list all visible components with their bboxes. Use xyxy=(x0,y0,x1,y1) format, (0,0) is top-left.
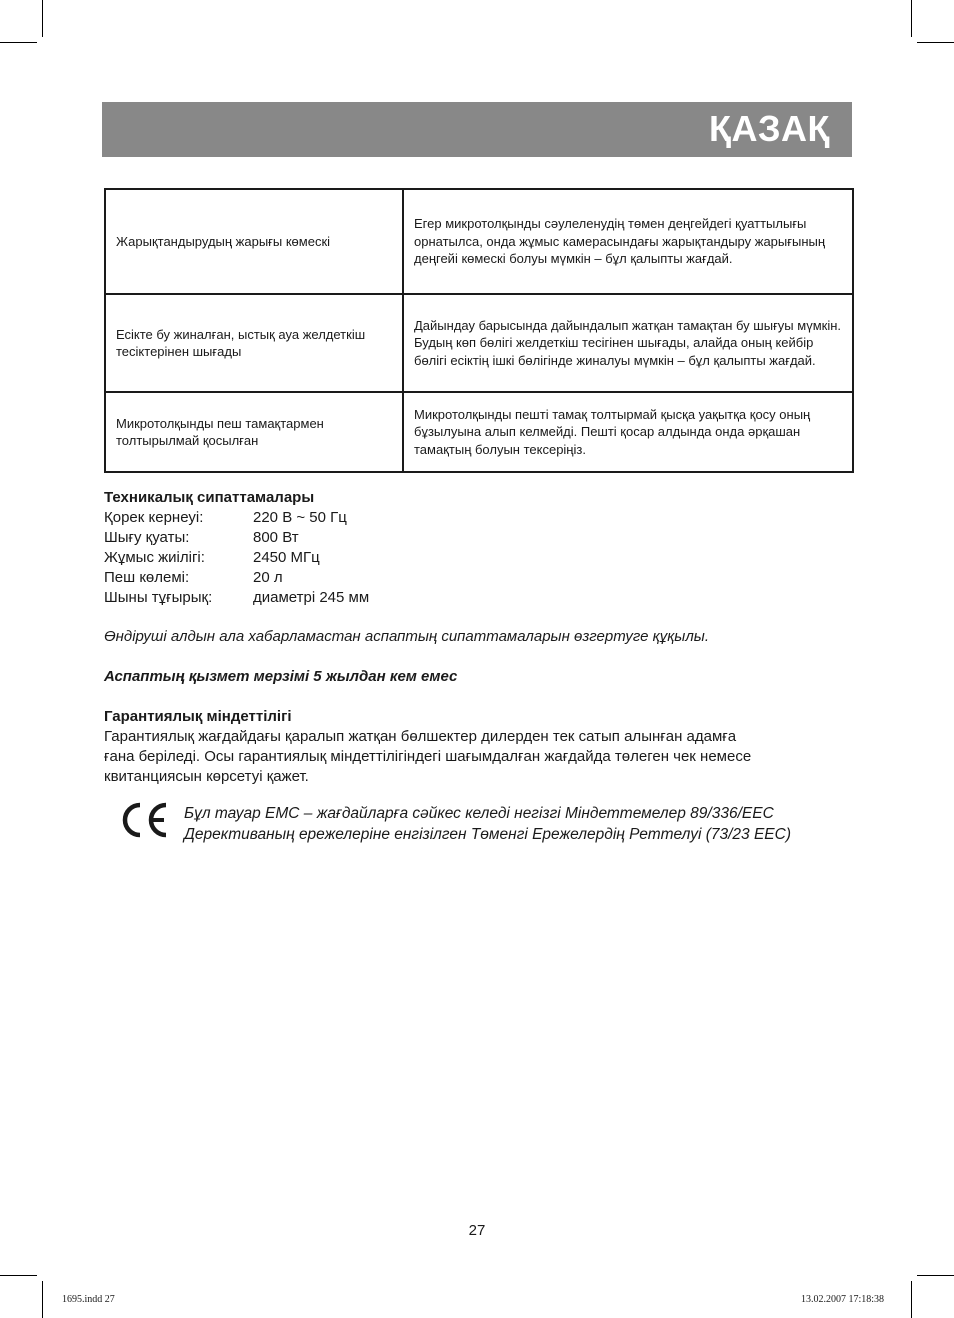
service-life: Аспаптың қызмет мерзімі 5 жылдан кем емес xyxy=(104,668,458,685)
ce-text-line: Бұл тауар ЕМС – жағдайларға сәйкес келеді негізгі Міндеттемелер 89/336/ЕЕС xyxy=(184,805,774,822)
spec-value: 800 Вт xyxy=(253,529,299,546)
table-row xyxy=(105,392,853,472)
table-row xyxy=(105,189,853,294)
problem-cell: Есікте бу жиналған, ыстық ауа желдеткіш тесіктерінен шығады xyxy=(105,294,403,392)
ce-text-line: Дерективаның ережелеріне енгізілген Төменгі Ережелердің Реттелуі (73/23 ЕЕС) xyxy=(184,826,791,843)
spec-label: Пеш көлемі: xyxy=(104,569,190,586)
problem-cell: Микротолқынды пеш тамақтармен толтырылмай қосылған xyxy=(105,392,403,472)
crop-mark xyxy=(911,0,912,37)
language-header-bar xyxy=(102,102,852,157)
spec-value: 20 л xyxy=(253,569,283,586)
ce-compliance-text xyxy=(184,803,864,845)
warranty-text: Гарантиялық жағдайдағы қаралып жатқан бөлшектер дилерден тек сатып алынған адамға xyxy=(104,728,737,745)
spec-row xyxy=(104,588,844,608)
spec-label: Шығу қуаты: xyxy=(104,529,190,546)
specs-section xyxy=(104,488,844,608)
crop-mark xyxy=(917,42,954,43)
spec-label: Жұмыс жиілігі: xyxy=(104,549,205,566)
warranty-text: ғана беріледі. Осы гарантиялық міндеттілігіндегі шағымдалған жағдайда төлеген чек немесе xyxy=(104,748,752,765)
language-title: ҚАЗАҚ xyxy=(709,108,830,149)
explanation-cell: Егер микротолқынды сәулеленудің төмен деңгейдегі қуаттылығы орнатылса, онда жұмыс камерасындағы жарықтандыру жарығының деңгейі көмескі болуы мүмкін – бұл қалыпты жағдай. xyxy=(403,189,853,294)
explanation-cell: Микротолқынды пешті тамақ толтырмай қысқа уақытқа қосу оның бұзылуына алып келмейді. Пешті қосар алдында онда әрқашан тамақтың болуын тексеріңіз. xyxy=(403,392,853,472)
footer-file: 1695.indd 27 xyxy=(62,1294,115,1305)
problem-cell: Жарықтандырудың жарығы көмескі xyxy=(105,189,403,294)
spec-value: диаметрі 245 мм xyxy=(253,589,370,606)
spec-label: Шыны тұғырық: xyxy=(104,589,213,606)
manufacturer-notice: Өндіруші алдын ала хабарламастан аспаптың сипаттамаларын өзгертуге құқылы. xyxy=(104,628,709,645)
spec-row xyxy=(104,568,844,588)
specs-heading: Техникалық сипаттамалары xyxy=(104,489,315,506)
spec-row xyxy=(104,548,844,568)
table-row xyxy=(105,294,853,392)
crop-mark xyxy=(42,1281,43,1318)
footer-timestamp: 13.02.2007 17:18:38 xyxy=(800,1294,884,1305)
crop-mark xyxy=(917,1275,954,1276)
crop-mark xyxy=(42,0,43,37)
spec-row xyxy=(104,508,844,528)
warranty-heading: Гарантиялық міндеттілігі xyxy=(104,708,292,725)
spec-label: Қорек кернеуі: xyxy=(104,509,204,526)
crop-mark xyxy=(0,42,37,43)
explanation-cell: Дайындау барысында дайындалып жатқан тамақтан бу шығуы мүмкін. Будың көп бөлігі желдеткіш тесігінен шығады, алайда оның кейбір бөлігі есіктің ішкі бөлігінде жиналуы мүмкін – бұл қалыпты жағдай. xyxy=(403,294,853,392)
warranty-section xyxy=(104,707,844,787)
crop-mark xyxy=(0,1275,37,1276)
troubleshooting-table xyxy=(104,188,854,473)
page-number: 27 xyxy=(468,1222,486,1239)
warranty-text: квитанциясын көрсетуі қажет. xyxy=(104,768,309,785)
spec-value: 220 В ~ 50 Гц xyxy=(253,509,347,526)
crop-mark xyxy=(911,1281,912,1318)
ce-mark-icon xyxy=(118,800,172,840)
spec-row xyxy=(104,528,844,548)
spec-value: 2450 МГц xyxy=(253,549,320,566)
